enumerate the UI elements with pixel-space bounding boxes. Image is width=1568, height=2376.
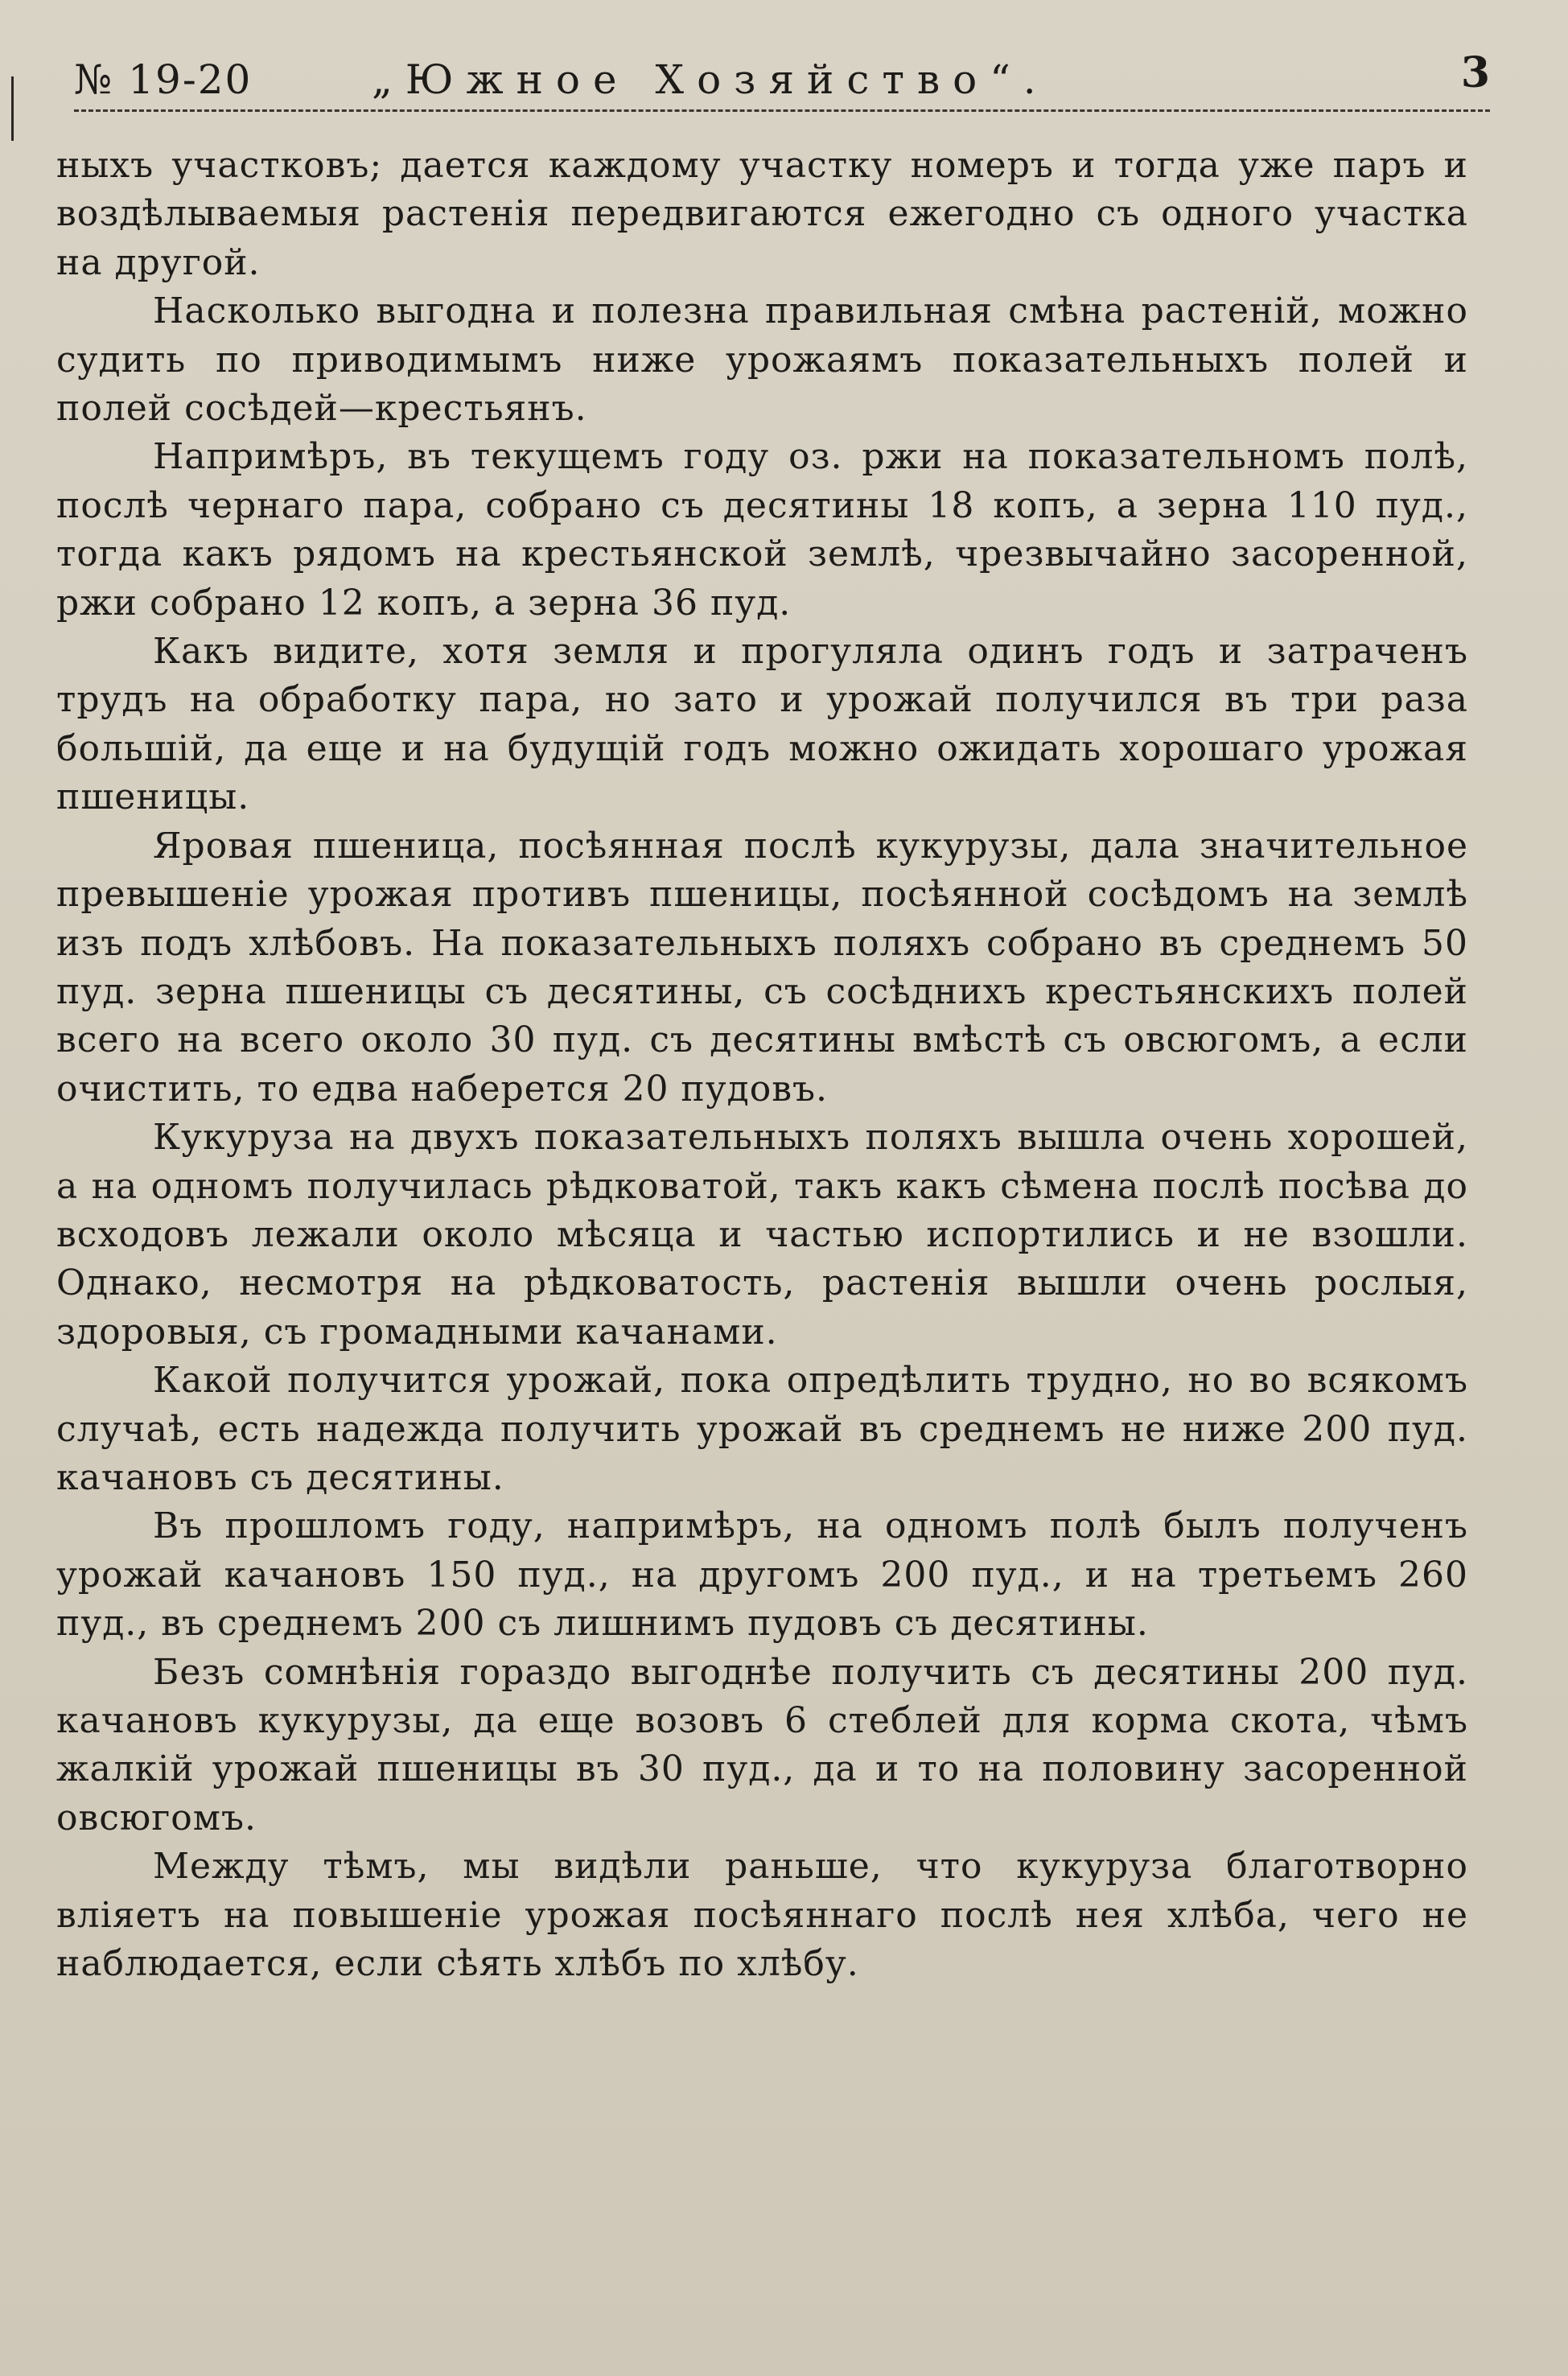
paragraph-7: Какой получится урожай, пока опредѣлить трудно, но во всякомъ случаѣ, есть надежда получить урожай въ среднемъ не ниже 200 пуд. качановъ съ десятины. [56, 1360, 1468, 1498]
journal-title: „Южное Хозяйство“. [372, 56, 1049, 103]
header-rule [74, 109, 1490, 112]
paragraph-6: Кукуруза на двухъ показательныхъ поляхъ вышла очень хорошей, а на одномъ получилась рѣдковатой, такъ какъ сѣмена послѣ посѣва до всходовъ лежали около мѣсяца и частью испортились и не взошли. Однако, несмотря на рѣдковатость, растенія вышли очень рослыя, здоровыя, съ громадными качанами. [56, 1117, 1468, 1353]
paragraph-8: Въ прошломъ году, напримѣръ, на одномъ полѣ былъ полученъ урожай качановъ 150 пуд., на другомъ 200 пуд., и на третьемъ 260 пуд., въ среднемъ 200 съ лишнимъ пудовъ съ десятины. [56, 1505, 1468, 1645]
margin-mark [11, 76, 14, 141]
article-body [56, 142, 1468, 1988]
paragraph-9: Безъ сомнѣнія гораздо выгоднѣе получить съ десятины 200 пуд. качановъ кукурузы, да еще возовъ 6 стеблей для корма скота, чѣмъ жалкій урожай пшеницы въ 30 пуд., да и то на половину засоренной овсюгомъ. [56, 1651, 1468, 1839]
paragraph-10: Между тѣмъ, мы видѣли раньше, что кукуруза благотворно вліяетъ на повышеніе урожая посѣяннаго послѣ нея хлѣба, чего не наблюдается, если сѣять хлѣбъ по хлѣбу. [56, 1846, 1468, 1985]
paragraph-4: Какъ видите, хотя земля и прогуляла одинъ годъ и затраченъ трудъ на обработку пара, но зато и урожай получился въ три раза большій, да еще и на будущій годъ можно ожидать хорошаго урожая пшеницы. [56, 631, 1468, 818]
paragraph-2: Насколько выгодна и полезна правильная смѣна растеній, можно судить по приводимымъ ниже урожаямъ показательныхъ полей и полей сосѣдей—крестьянъ. [56, 290, 1468, 430]
paragraph-5: Яровая пшеница, посѣянная послѣ кукурузы, дала значительное превышеніе урожая противъ пшеницы, посѣянной сосѣдомъ на землѣ изъ подъ хлѣбовъ. На показательныхъ поляхъ собрано въ среднемъ 50 пуд. зерна пшеницы съ десятины, съ сосѣднихъ крестьянскихъ полей всего на всего около 30 пуд. съ десятины вмѣстѣ съ овсюгомъ, а если очистить, то едва наберется 20 пудовъ. [56, 825, 1468, 1110]
issue-number: № 19-20 [74, 56, 253, 103]
paragraph-3: Напримѣръ, въ текущемъ году оз. ржи на показательномъ полѣ, послѣ чернаго пара, собрано съ десятины 18 копъ, а зерна 110 пуд., тогда какъ рядомъ на крестьянской землѣ, чрезвычайно засоренной, ржи собрано 12 копъ, а зерна 36 пуд. [56, 436, 1468, 624]
paragraph-1: ныхъ участковъ; дается каждому участку номеръ и тогда уже паръ и воздѣлываемыя растенія передвигаются ежегодно съ одного участка на другой. [56, 145, 1468, 283]
page-header [74, 48, 1490, 121]
page-number: 3 [1460, 48, 1490, 97]
